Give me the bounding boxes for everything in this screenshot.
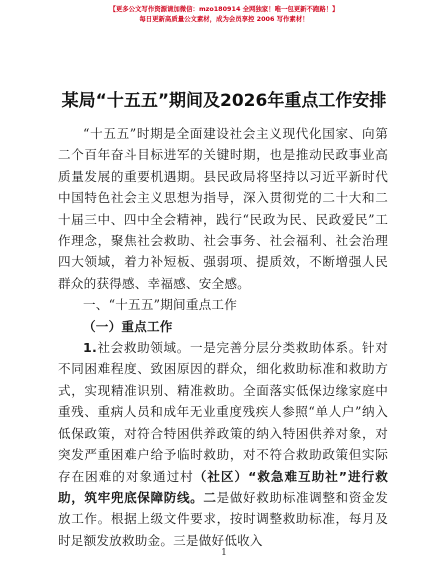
document-body: [58, 123, 388, 551]
subsection-heading-1: （一）重点工作: [83, 318, 173, 334]
social-assistance-paragraph: [58, 337, 388, 551]
section-heading-1: 一、“十五五”期间重点工作: [83, 297, 238, 313]
promo-banner: [0, 4, 448, 24]
paragraph-bold-text: （社区）“救急难互助社”进行救助，筑牢兜底保障防线。二: [58, 468, 388, 505]
promo-banner-line-1: 【更多公文写作资源请加微信：mzo180914 全网独家！唯一包更新不跑路！】: [109, 5, 339, 13]
document-title: 某局“十五五”期间及2026年重点工作安排: [61, 91, 387, 111]
paragraph-text: 社会救助领域。一是完善分层分类救助体系。针对不同困难程度、致困原因的群众，细化救助标准和救助方式，实现精准识别、精准救助。全面落实低保边缘家庭中重残、重病人员和成年无业重度残疾人参照“单人户”纳入低保政策，对符合特困供养政策的纳入特困供养对象，对突发严重困难户给予临时救助，对不符合救助政策但实际存在困难的对象通过村: [58, 340, 388, 484]
paragraph-text-cont: 是做好救助标准调整和资金发放工作。根据上级文件要求，按时调整救助标准，每月及时足额发放救助金。三是做好低收入: [58, 489, 388, 548]
promo-banner-line-2: 每日更新高质量公文素材，成为会员享控 2006 写作素材！: [139, 15, 309, 23]
intro-paragraph: “十五五”时期是全面建设社会主义现代化国家、向第二个百年奋斗目标进军的关键时期，也是推动民政事业高质量发展的重要机遇期。县民政局将坚持以习近平新时代中国特色社会主义思想为指导，深入贯彻党的二十大和二十届三中、四中全会精神，践行“民政为民、民政爱民”工作理念，聚焦社会救助、社会事务、社会福利、社会治理四大领域，着力补短板、强弱项、提质效，不断增强人民群众的获得感、幸福感、安全感。: [58, 126, 388, 291]
page-number: 1: [221, 548, 227, 558]
item-number: 1.: [83, 340, 97, 356]
